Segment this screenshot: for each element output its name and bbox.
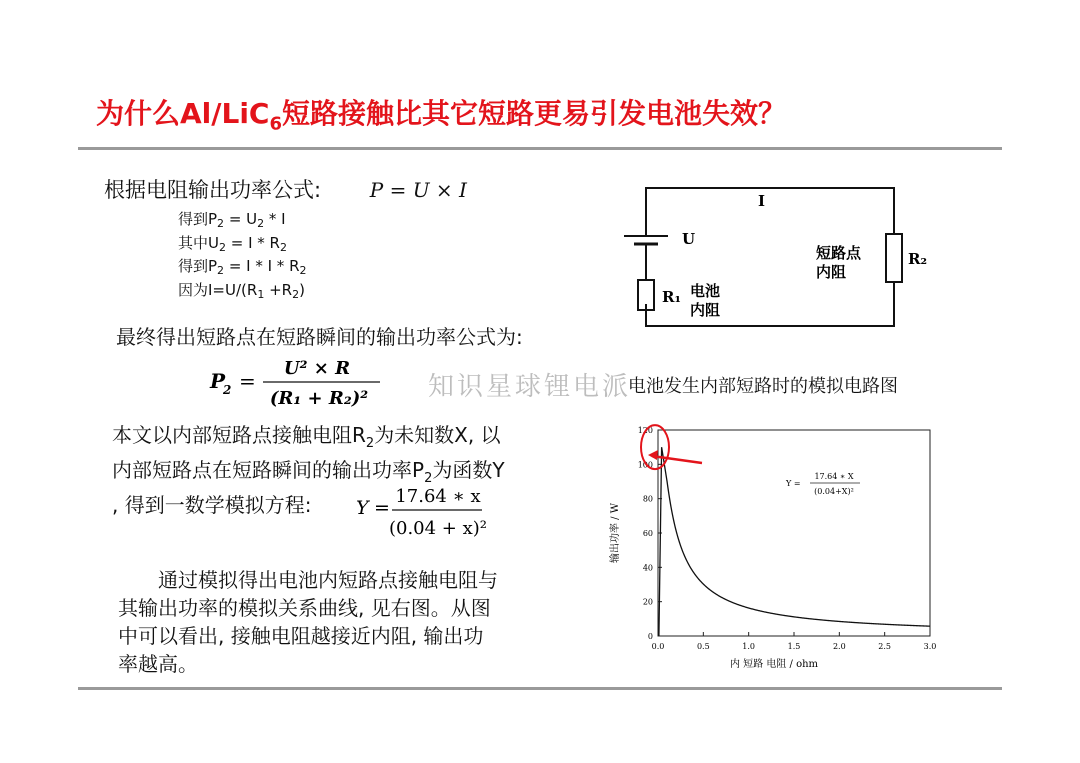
peak-highlight-ellipse bbox=[641, 425, 669, 469]
annotation-denominator: (0.04+X)² bbox=[814, 487, 854, 496]
final-formula bbox=[205, 354, 395, 410]
peak-arrow-head bbox=[648, 450, 658, 460]
x-tick-label: 1.0 bbox=[742, 642, 756, 651]
y-tick-label: 100 bbox=[637, 460, 653, 470]
current-label: I bbox=[758, 192, 766, 210]
voltage-label: U bbox=[682, 230, 696, 248]
svg-text:17.64 ∗ x: 17.64 ∗ x bbox=[395, 486, 481, 507]
derivation-step: 因为$I=U/(R_1 +R_2)$ bbox=[178, 280, 305, 301]
y-tick-label: 120 bbox=[637, 426, 653, 435]
derivation-step: 得到$P_2 = U_2 * I$ bbox=[178, 210, 286, 230]
derivation-step: 得到$P_2 = I * I * R_2$ bbox=[178, 257, 307, 277]
x-tick-label: 2.5 bbox=[878, 642, 892, 651]
y-tick-label: 0 bbox=[647, 632, 653, 641]
annotation-numerator: 17.64 ∗ X bbox=[814, 472, 854, 481]
slide-title: 为什么Al/LiC$_6$短路接触比其它短路更易引发电池失效？ bbox=[96, 97, 787, 135]
top-divider bbox=[78, 147, 1002, 150]
y-tick-label: 40 bbox=[642, 563, 653, 573]
svg-text:Y: Y bbox=[356, 497, 369, 519]
y-tick-label: 80 bbox=[642, 494, 653, 504]
svg-text:(0.04 + x)²: (0.04 + x)² bbox=[388, 518, 488, 539]
model-paragraph: 本文以内部短路点接触电阻$R_2$为未知数X, 以 内部短路点在短路瞬间的输出功率$P_2$为函数Y , 得到一数学模拟方程: bbox=[112, 423, 505, 517]
x-tick-label: 2.0 bbox=[832, 642, 846, 651]
svg-text:(R₁ + R₂)²: (R₁ + R₂)² bbox=[269, 388, 369, 409]
r2-resistor bbox=[886, 234, 902, 282]
circuit-diagram bbox=[610, 178, 930, 338]
power-curve-chart bbox=[598, 418, 948, 680]
r1-label: R₁ bbox=[662, 288, 682, 306]
derivation-step: 其中$U_2 = I * R_2$ bbox=[178, 233, 287, 254]
svg-text:=: = bbox=[374, 497, 390, 519]
formula-intro: 根据电阻输出功率公式: P = U × I bbox=[104, 178, 467, 202]
derivation-steps bbox=[178, 210, 307, 304]
y-tick-label: 60 bbox=[642, 529, 653, 538]
battery-label-1: 电池 bbox=[690, 282, 721, 300]
watermark: 知识星球锂电派 bbox=[428, 372, 632, 402]
short-label-1: 短路点 bbox=[816, 244, 862, 262]
conclusion-paragraph: 通过模拟得出电池内短路点接触电阻与 其输出功率的模拟关系曲线, 见右图。从图 中可以看出, 接触电阻越接近内阻, 输出功 率越高。 bbox=[118, 568, 498, 676]
y-axis-label: 输出功率 / W bbox=[610, 502, 621, 564]
bottom-divider bbox=[78, 687, 1002, 690]
y-tick-label: 20 bbox=[642, 597, 653, 607]
x-tick-label: 0.5 bbox=[696, 642, 710, 651]
annotation-lhs: Y = bbox=[786, 479, 801, 488]
model-formula bbox=[352, 482, 492, 542]
x-tick-label: 3.0 bbox=[923, 642, 937, 651]
final-formula-label: 最终得出短路点在短路瞬间的输出功率公式为: bbox=[116, 325, 523, 349]
svg-text:P: P bbox=[210, 369, 226, 393]
circuit-caption: 电池发生内部短路时的模拟电路图 bbox=[628, 376, 898, 397]
svg-text:=: = bbox=[239, 369, 256, 393]
x-axis-label: 内 短路 电阻 / ohm bbox=[729, 659, 819, 670]
x-tick-label: 1.5 bbox=[787, 642, 801, 651]
battery-label-2: 内阻 bbox=[690, 301, 721, 319]
x-tick-label: 0.0 bbox=[651, 642, 665, 651]
peak-arrow-shaft bbox=[652, 456, 702, 463]
power-curve bbox=[659, 447, 930, 636]
svg-text:U² × R: U² × R bbox=[283, 358, 351, 379]
r2-label: R₂ bbox=[908, 250, 928, 268]
plot-frame bbox=[658, 430, 930, 636]
svg-text:2: 2 bbox=[223, 383, 232, 397]
short-label-2: 内阻 bbox=[816, 263, 847, 281]
